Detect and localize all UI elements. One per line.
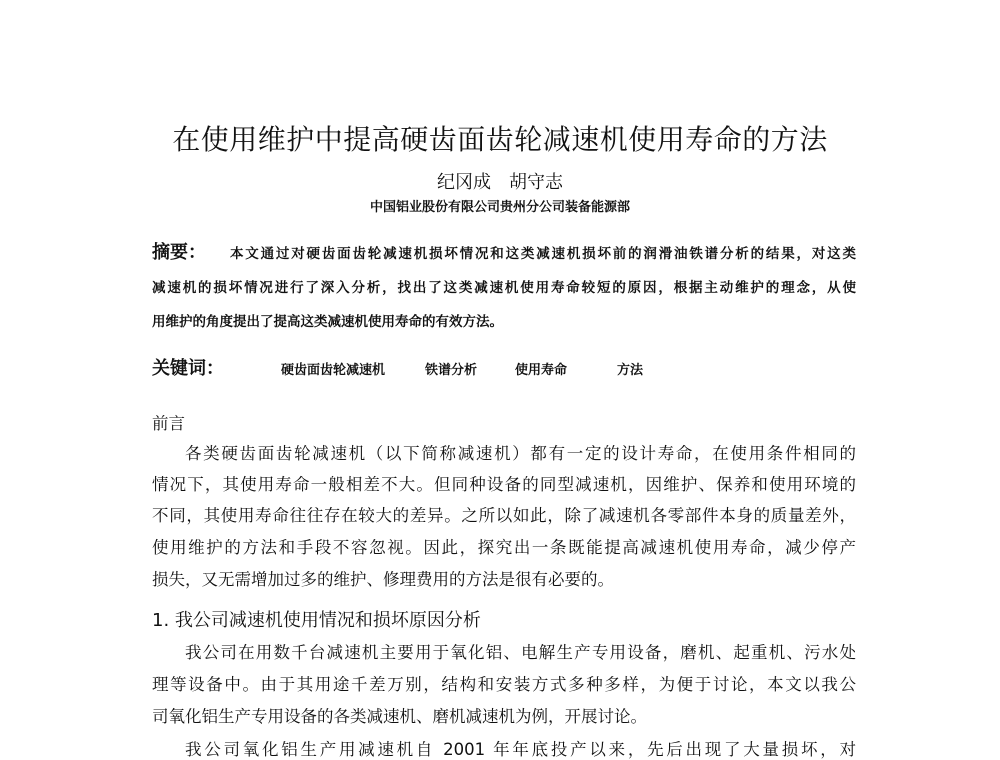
- abstract-line: 本文通过对硬齿面齿轮减速机损坏情况和这类减速机损坏前的润滑油铁谱分析的结果，对这类: [230, 246, 856, 262]
- authors: 纪冈成 胡守志: [437, 172, 563, 193]
- paragraph-line: 我公司氧化铝生产用减速机自 2001 年年底投产以来，先后出现了大量损坏，对: [185, 740, 856, 759]
- paragraph-line: 情况下，其使用寿命一般相差不大。但同种设备的同型减速机，因维护、保养和使用环境的: [152, 475, 856, 494]
- keyword: 使用寿命: [515, 363, 568, 378]
- affiliation: 中国铝业股份有限公司贵州分公司装备能源部: [369, 200, 630, 215]
- paragraph-line: 损失，又无需增加过多的维护、修理费用的方法是很有必要的。: [152, 570, 614, 589]
- abstract-line: 减速机的损坏情况进行了深入分析，找出了这类减速机使用寿命较短的原因，根据主动维护的理念，从使: [152, 280, 856, 296]
- abstract-label: 摘要：: [152, 242, 206, 263]
- preface-heading: 前言: [152, 414, 185, 433]
- paragraph-line: 司氧化铝生产专用设备的各类减速机、磨机减速机为例，开展讨论。: [152, 707, 647, 726]
- paragraph-line: 理等设备中。由于其用途千差万别，结构和安装方式多种多样，为便于讨论，本文以我公: [152, 675, 856, 694]
- paragraph-line: 使用维护的方法和手段不容忽视。因此，探究出一条既能提高减速机使用寿命，减少停产: [152, 538, 856, 557]
- paragraph-line: 各类硬齿面齿轮减速机（以下简称减速机）都有一定的设计寿命，在使用条件相同的: [185, 444, 856, 463]
- section-heading: 1. 我公司减速机使用情况和损坏原因分析: [152, 610, 481, 631]
- paragraph-line: 不同，其使用寿命往往存在较大的差异。之所以如此，除了减速机各零部件本身的质量差外，: [152, 506, 856, 525]
- abstract-line: 用维护的角度提出了提高这类减速机使用寿命的有效方法。: [152, 314, 503, 330]
- paragraph-line: 我公司在用数千台减速机主要用于氧化铝、电解生产专用设备，磨机、起重机、污水处: [185, 643, 856, 662]
- keyword: 方法: [617, 363, 644, 378]
- paper-title: 在使用维护中提高硬齿面齿轮减速机使用寿命的方法: [172, 123, 828, 156]
- keyword: 硬齿面齿轮减速机: [281, 363, 386, 378]
- keyword: 铁谱分析: [425, 363, 478, 378]
- keywords-label: 关键词：: [152, 358, 224, 379]
